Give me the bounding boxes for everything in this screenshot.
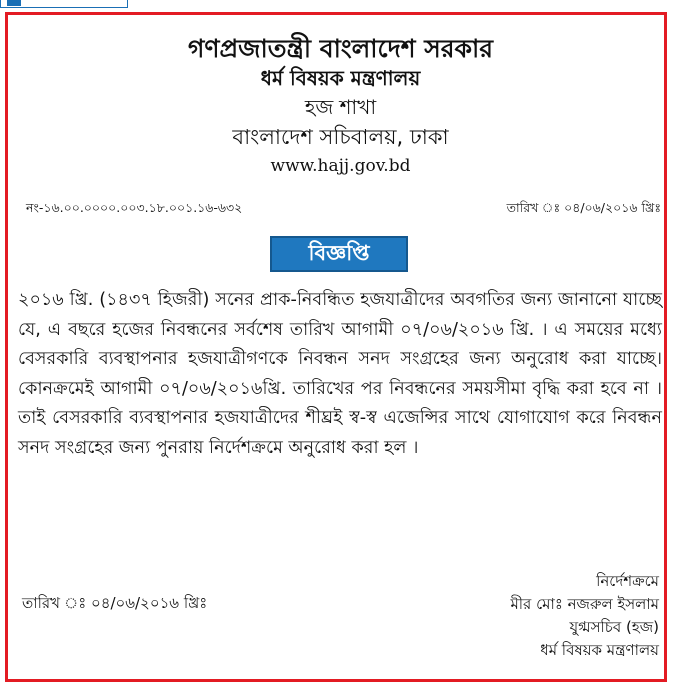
- signatory-name: মীর মোঃ নজরুল ইসলাম: [510, 595, 659, 613]
- ministry-name: ধর্ম বিষয়ক মন্ত্রণালয়: [260, 66, 421, 90]
- signatory-office: ধর্ম বিষয়ক মন্ত্রণালয়: [540, 641, 659, 659]
- notice-header: [0, 34, 681, 180]
- memo-date: তারিখ ঃ ০৪/০৬/২০১৬ খ্রিঃ: [506, 200, 661, 215]
- office-location: বাংলাদেশ সচিবালয়, ঢাকা: [232, 125, 449, 149]
- government-title: গণপ্রজাতন্ত্রী বাংলাদেশ সরকার: [188, 34, 493, 63]
- signatory-designation: যুগ্মসচিব (হজ): [569, 618, 659, 636]
- cropped-tab-decoration: [0, 0, 128, 8]
- notice-title: বিজ্ঞপ্তি: [308, 240, 370, 265]
- notice-body: ২০১৬ খ্রি. (১৪৩৭ হিজরী) সনের প্রাক-নিবন্ধিত হজযাত্রীদের অবগতির জন্য জানানো যাচ্ছে যে, এ বছরে হজের নিবন্ধনের সর্বশেষ তারিখ আগামী ০৭/০৬/২০১৬ খ্রি. । এ সময়ের মধ্যে বেসরকারি ব্যবস্থাপনার হজযাত্রীগণকে নিবন্ধন সনদ সংগ্রহের জন্য অনুরোধ করা যাচ্ছে। কোনক্রমেই আগামী ০৭/০৬/২০১৬খ্রি. তারিখের পর নিবন্ধনের সময়সীমা বৃদ্ধি করা হবে না । তাই বেসরকারি ব্যবস্থাপনার হজযাত্রীদের শীঘ্রই স্ব-স্ব এজেন্সির সাথে যোগাযোগ করে নিবন্ধন সনদ সংগ্রহের জন্য পুনরায় নির্দেশক্রমে অনুরোধ করা হল ।: [18, 290, 662, 458]
- wing-name: হজ শাখা: [304, 95, 377, 119]
- memo-number: নং-১৬.০০.০০০০.০০৩.১৮.০০১.১৬-৬৩২: [26, 200, 243, 215]
- website-url: www.hajj.gov.bd: [270, 156, 411, 176]
- notice-title-badge: [270, 236, 408, 272]
- signature-block: [510, 570, 659, 662]
- signature-order: নির্দেশক্রমে: [596, 572, 659, 590]
- footer-date: তারিখ ঃ ০৪/০৬/২০১৬ খ্রিঃ: [22, 594, 208, 612]
